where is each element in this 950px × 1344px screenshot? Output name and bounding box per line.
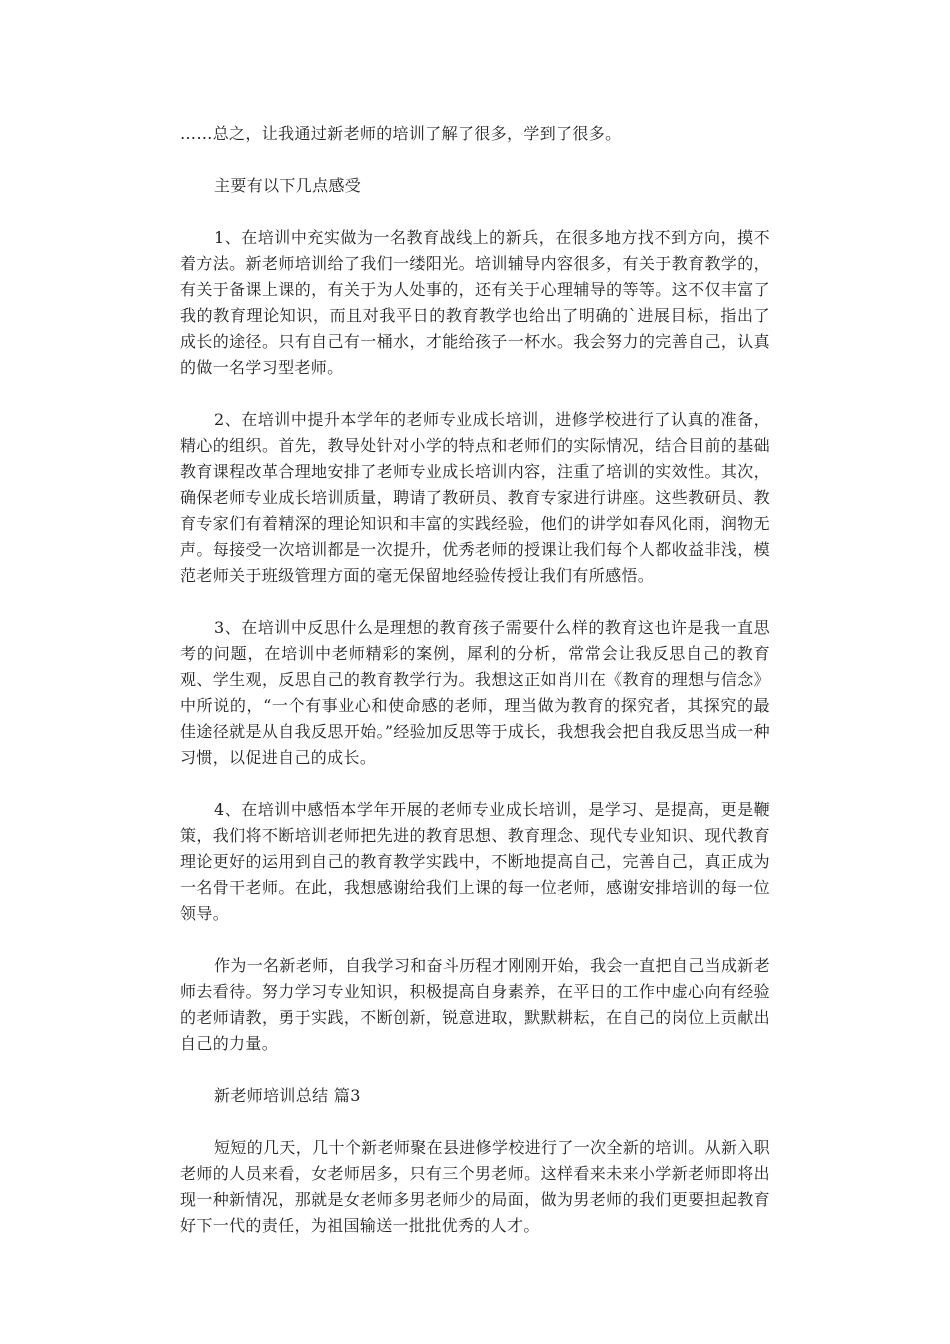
closing-paragraph: 作为一名新老师，自我学习和奋斗历程才刚刚开始，我会一直把自己当成新老师去看待。努力学习专业知识，积极提高自身素养，在平日的工作中虚心向有经验的老师请教，勇于实践，不断创新，锐意进取，默默耕耘，在自己的岗位上贡献出自己的力量。 bbox=[180, 956, 770, 1053]
point-paragraph-1: 1、在培训中充实做为一名教育战线上的新兵，在很多地方找不到方向，摸不着方法。新老师培训给了我们一缕阳光。培训辅导内容很多，有关于教育教学的，有关于备课上课的，有关于为人处事的，还有关于心理辅导的等等。这不仅丰富了我的教育理论知识，而且对我平日的教育教学也给出了明确的`进展目标，指出了成长的途径。只有自己有一桶水，才能给孩子一杯水。我会努力的完善自己，认真的做一名学习型老师。 bbox=[180, 228, 770, 377]
point-paragraph-2: 2、在培训中提升本学年的老师专业成长培训，进修学校进行了认真的准备，精心的组织。首先，教导处针对小学的特点和老师们的实际情况，结合目前的基础教育课程改革合理地安排了老师专业成长培训内容，注重了培训的实效性。其次，确保老师专业成长培训质量，聘请了教研员、教育专家进行讲座。这些教研员、教育专家们有着精深的理论知识和丰富的实践经验，他们的讲学如春风化雨，润物无声。每接受一次培训都是一次提升，优秀老师的授课让我们每个人都收益非浅，模范老师关于班级管理方面的毫无保留地经验传授让我们有所感悟。 bbox=[180, 410, 770, 585]
point-paragraph-4: 4、在培训中感悟本学年开展的老师专业成长培训，是学习、是提高，更是鞭策，我们将不断培训老师把先进的教育思想、教育理念、现代专业知识、现代教育理论更好的运用到自己的教育教学实践中，不断地提高自己，完善自己，真正成为一名骨干老师。在此，我想感谢给我们上课的每一位老师，感谢安排培训的每一位领导。 bbox=[180, 800, 770, 923]
document-body bbox=[180, 121, 770, 1265]
intro-line: ……总之，让我通过新老师的培训了解了很多，学到了很多。 bbox=[180, 124, 622, 143]
section-heading: 主要有以下几点感受 bbox=[214, 176, 362, 195]
next-article-title: 新老师培训总结 篇3 bbox=[214, 1086, 361, 1105]
next-article-paragraph: 短短的几天，几十个新老师聚在县进修学校进行了一次全新的培训。从新入职老师的人员来看，女老师居多，只有三个男老师。这样看来未来小学新老师即将出现一种新情况，那就是女老师多男老师少的局面，做为男老师的我们更要担起教育好下一代的责任，为祖国输送一批批优秀的人才。 bbox=[180, 1138, 770, 1235]
point-paragraph-3: 3、在培训中反思什么是理想的教育孩子需要什么样的教育这也许是我一直思考的问题，在培训中老师精彩的案例，犀利的分析，常常会让我反思自己的教育观、学生观，反思自己的教育教学行为。我想这正如肖川在《教育的理想与信念》中所说的，“一个有事业心和使命感的老师，理当做为教育的探究者，其探究的最佳途径就是从自我反思开始。”经验加反思等于成长，我想我会把自我反思当成一种习惯，以促进自己的成长。 bbox=[180, 618, 770, 767]
